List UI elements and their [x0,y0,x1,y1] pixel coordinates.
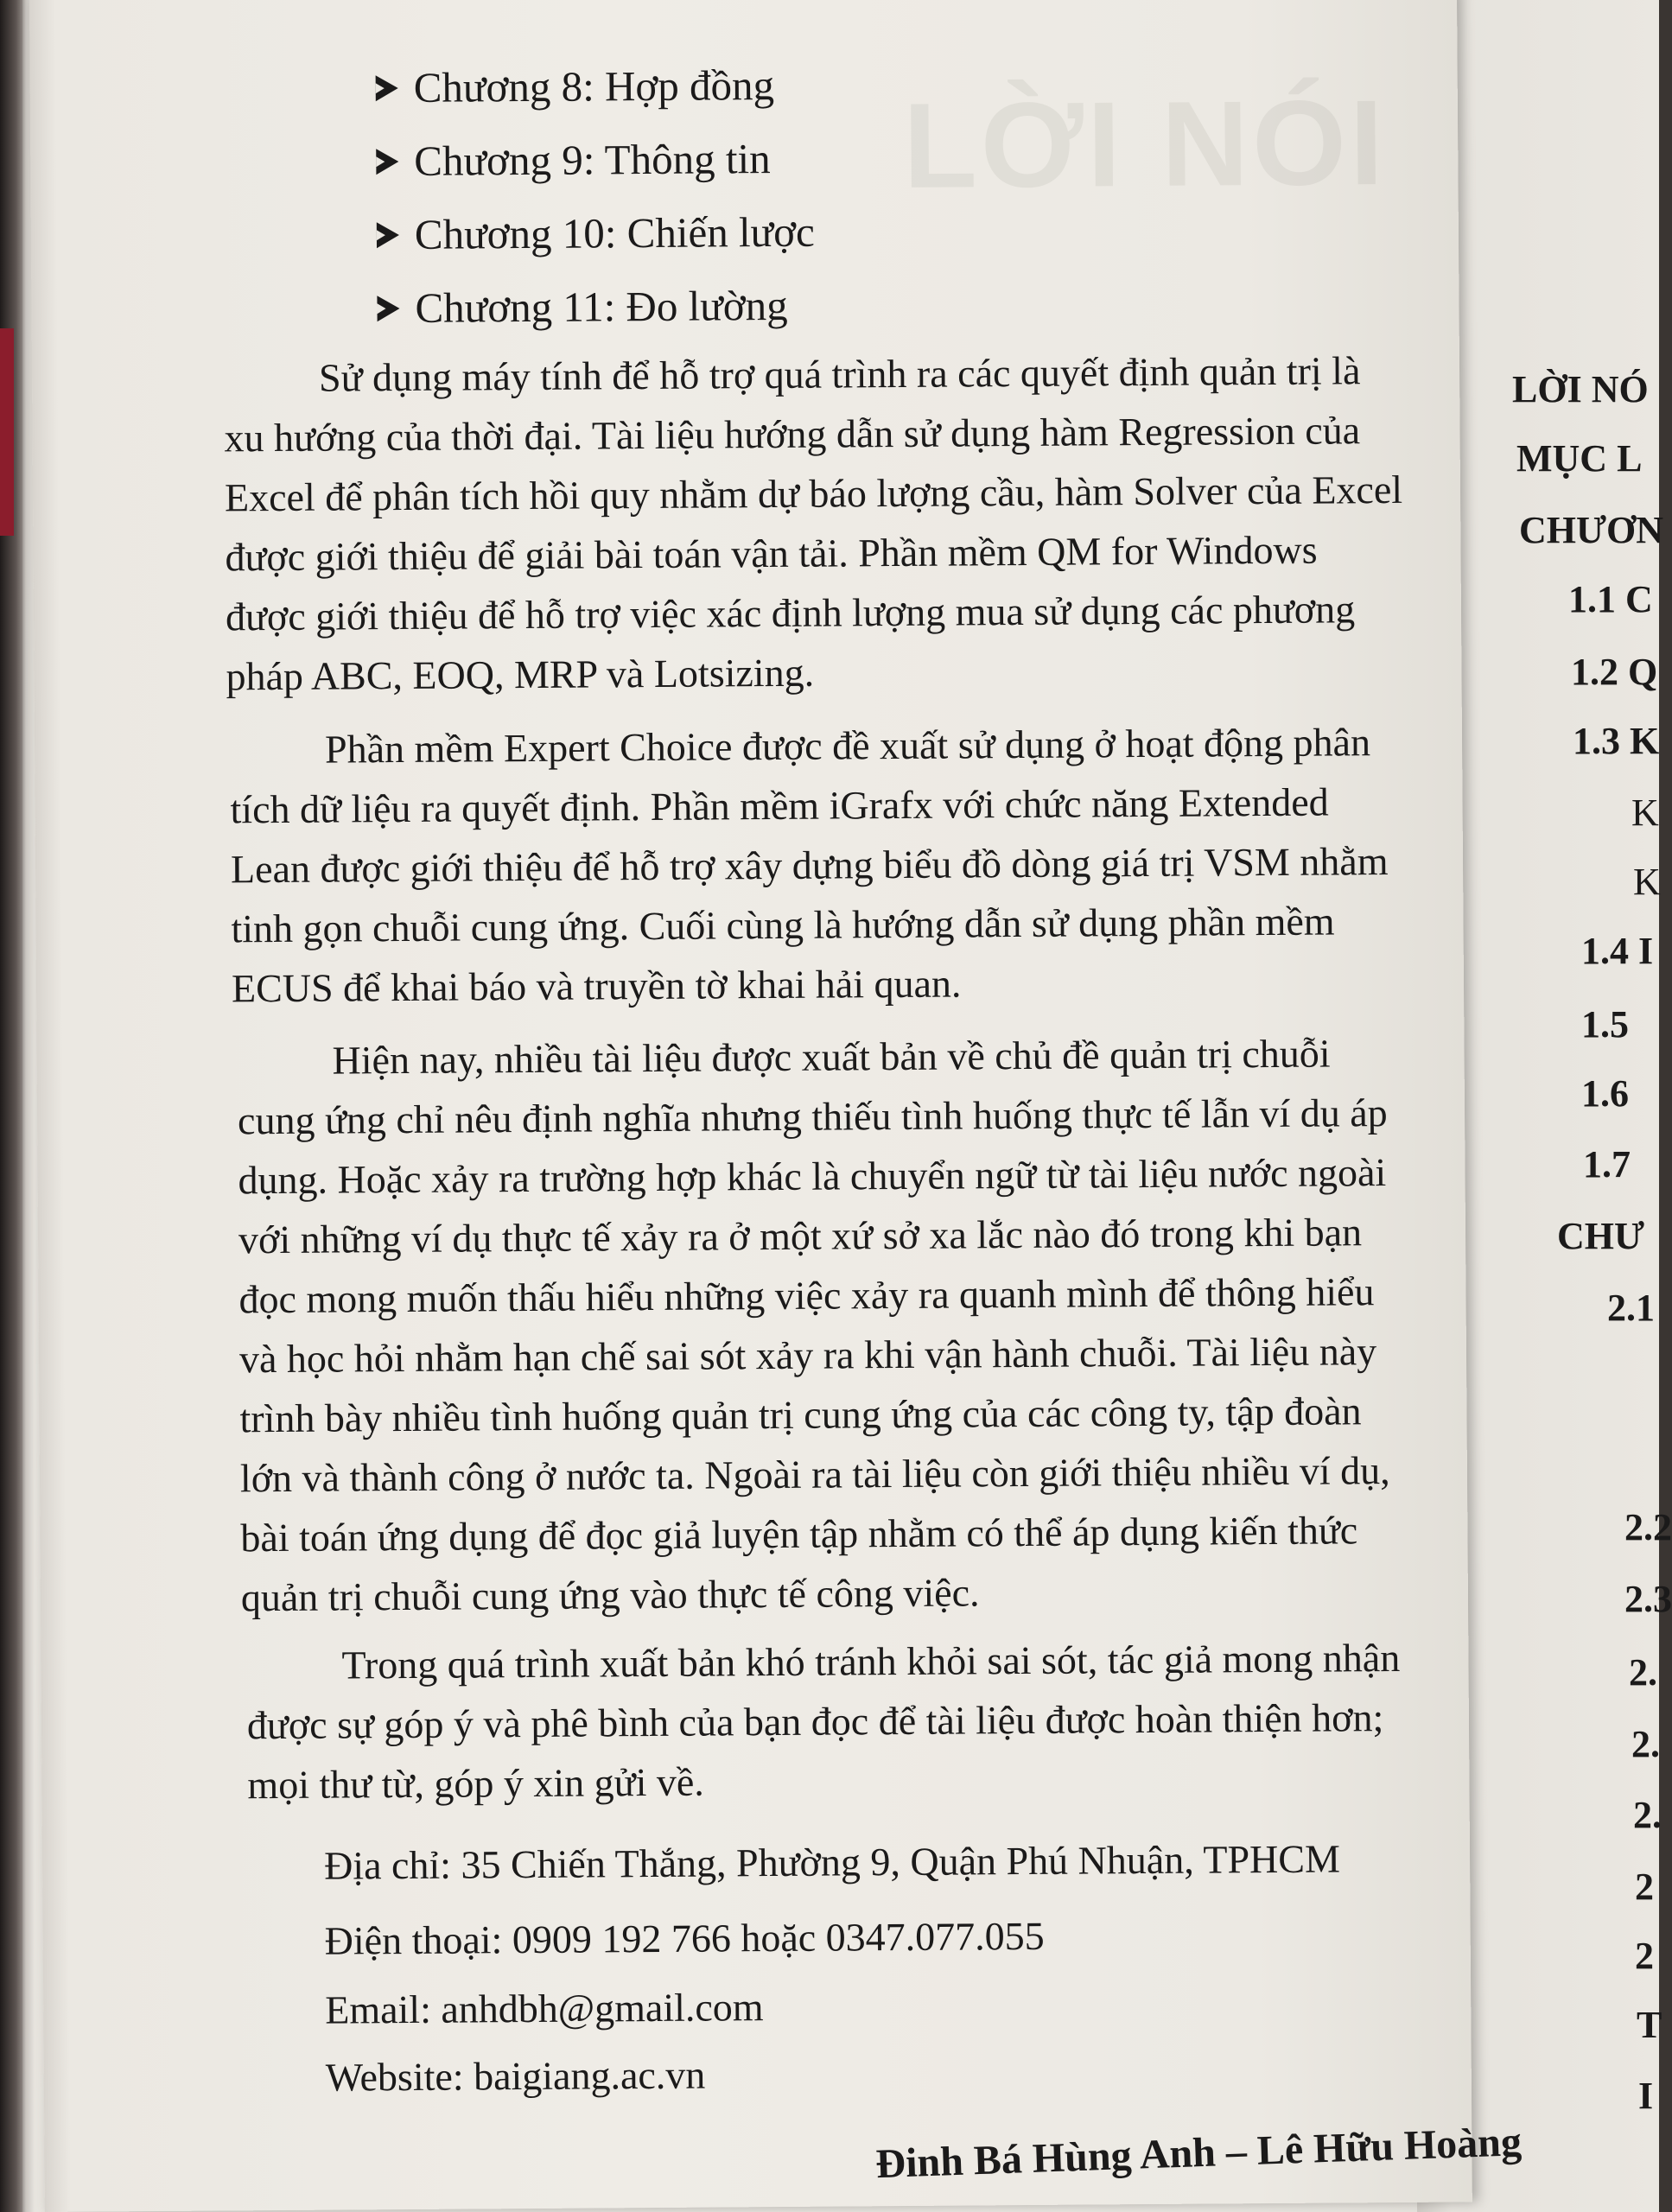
chapter-list-item [376,122,814,199]
paragraph-line: Trong quá trình xuất bản khó tránh khỏi sai sót, tác giả mong nhận [341,1635,1401,1688]
paragraph-line: Phần mềm Expert Choice được đề xuất sử dụng ở hoạt động phân [324,720,1371,772]
paragraph-line: lớn và thành công ở nước ta. Ngoài ra tài liệu còn giới thiệu nhiều ví dụ, [239,1448,1390,1501]
chapter-label: Chương 10: Chiến lược [414,207,815,258]
chapter-list-item [377,269,815,346]
toc-entry: MỤC L [1516,437,1643,480]
toc-entry: 2. [1631,1723,1660,1765]
toc-entry: 1.7 [1583,1143,1631,1185]
toc-entry: T [1637,2004,1662,2046]
paragraph-line: pháp ABC, EOQ, MRP và Lotsizing. [226,650,815,699]
paragraph-line: Excel để phân tích hồi quy nhằm dự báo lượng cầu, hàm Solver của Excel [224,467,1403,520]
red-bookmark-strip [0,328,14,536]
paragraph-line: xu hướng của thời đại. Tài liệu hướng dẫn sử dụng hàm Regression của [224,408,1361,461]
chapter-label: Chương 11: Đo lường [415,281,788,332]
paragraph-line: trình bày nhiều tình huống quản trị cung ứng của các công ty, tập đoàn [239,1389,1362,1441]
paragraph-line: được giới thiệu để giải bài toán vận tải. Phần mềm QM for Windows [225,527,1318,580]
paragraph-line: Lean được giới thiệu để hỗ trợ xây dựng biểu đồ dòng giá trị VSM nhằm [230,839,1389,892]
toc-entry: CHƯƠN [1519,509,1664,551]
paragraph-line: được sự góp ý và phê bình của bạn đọc để tài liệu được hoàn thiện hơn; [246,1695,1384,1748]
chapter-label: Chương 8: Hợp đồng [413,60,775,111]
toc-entry: 2 [1635,1866,1654,1908]
paragraph-line: cung ứng chỉ nêu định nghĩa nhưng thiếu tình huống thực tế lẫn ví dụ áp [237,1090,1388,1143]
paragraph-line: quản trị chuỗi cung ứng vào thực tế công việc. [240,1570,980,1620]
toc-entry: 1.4 I [1581,930,1654,972]
toc-entry: I [1638,2075,1654,2117]
paragraph-line: dụng. Hoặc xảy ra trường hợp khác là chuyển ngữ từ tài liệu nước ngoài [238,1150,1387,1203]
arrow-bullet-icon [377,296,399,321]
contact-website: Website: baigiang.ac.vn [325,2052,706,2100]
toc-entry: 2. [1629,1651,1657,1694]
toc-entry: 2.1 [1607,1287,1655,1329]
toc-entry: 1.1 C [1568,578,1653,620]
chapter-list-item [375,48,813,125]
toc-entry: 1.2 Q [1571,651,1658,693]
paragraph-software-intro [224,340,1453,707]
toc-entry: 2. [1633,1794,1662,1836]
paragraph-line: bài toán ứng dụng để đọc giả luyện tập nhằm có thể áp dụng kiến thức [240,1508,1358,1560]
paragraph-line: Sử dụng máy tính để hỗ trợ quá trình ra các quyết định quản trị là [318,348,1361,400]
toc-entry: 2.3 [1624,1578,1672,1620]
toc-entry: 1.6 [1581,1072,1629,1115]
toc-entry: 1.3 K [1573,720,1660,762]
paragraph-line: Hiện nay, nhiều tài liệu được xuất bản về chủ đề quản trị chuỗi [332,1031,1331,1083]
toc-entry: K [1633,861,1661,903]
toc-entry: CHƯ [1557,1215,1645,1257]
arrow-bullet-icon [376,149,398,175]
contact-address: Địa chỉ: 35 Chiến Thắng, Phường 9, Quận Phú Nhuận, TPHCM [323,1836,1341,1888]
show-through-title: LỜI NÓI [902,74,1388,213]
contact-email: Email: anhdbh@gmail.com [325,1985,764,2032]
arrow-bullet-icon [376,75,398,101]
paragraph-line: ECUS để khai báo và truyền tờ khai hải quan. [231,961,962,1011]
paragraph-current-literature [237,1022,1477,1627]
paragraph-line: được giới thiệu để hỗ trợ việc xác định lượng mua sử dụng các phương [225,587,1356,639]
paragraph-line: với những ví dụ thực tế xảy ra ở một xứ sở xa lắc nào đó trong khi bạn [238,1210,1363,1262]
toc-entry: LỜI NÓ [1512,368,1649,410]
toc-entry: K [1631,791,1659,834]
author-signature: Đinh Bá Hùng Anh – Lê Hữu Hoàng [874,2119,1523,2188]
arrow-bullet-icon [377,222,399,248]
book-page [29,0,1523,2212]
chapter-list [375,48,815,346]
paragraph-expert-choice [230,711,1459,1018]
paragraph-line: mọi thư từ, góp ý xin gửi về. [247,1759,704,1808]
paragraph-line: và học hỏi nhằm hạn chế sai sót xảy ra khi vận hành chuỗi. Tài liệu này [238,1329,1377,1382]
toc-entry: 2.2 [1624,1506,1672,1548]
paragraph-line: tinh gọn chuỗi cung ứng. Cuối cùng là hướng dẫn sử dụng phần mềm [231,899,1335,951]
contact-phone: Điện thoại: 0909 192 766 hoặc 0347.077.055 [324,1913,1045,1963]
toc-entry: 1.5 [1581,1003,1629,1046]
chapter-list-item [377,195,815,272]
chapter-label: Chương 9: Thông tin [414,135,771,185]
paragraph-feedback [246,1627,1483,1815]
paragraph-line: tích dữ liệu ra quyết định. Phần mềm iGrafx với chức năng Extended [230,779,1329,832]
toc-entry: 2 [1635,1935,1654,1977]
paragraph-line: đọc mong muốn thấu hiểu những việc xảy ra quanh mình để thông hiểu [238,1269,1375,1322]
